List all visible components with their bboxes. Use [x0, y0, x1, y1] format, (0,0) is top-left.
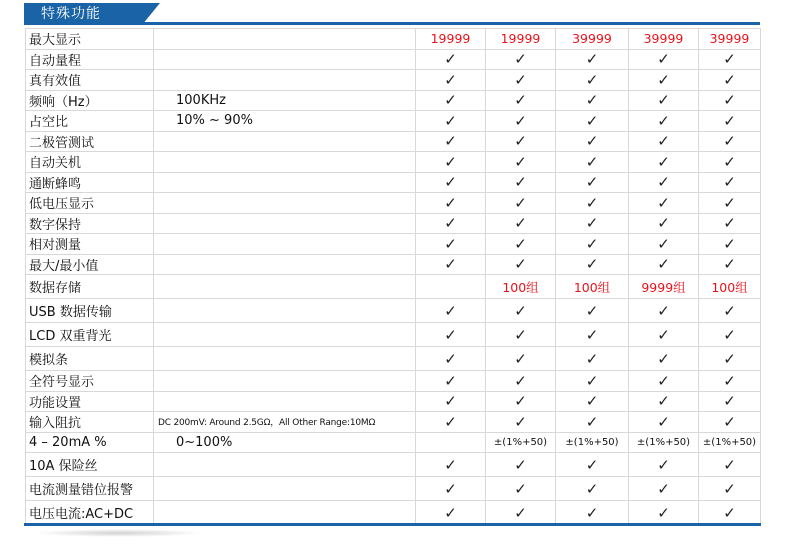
check-icon: ✓ [629, 193, 699, 214]
feature-note [154, 213, 416, 234]
feature-name: 真有效值 [26, 70, 154, 91]
table-row [26, 477, 761, 501]
check-icon: ✓ [486, 299, 556, 323]
feature-name: 数字保持 [26, 213, 154, 234]
check-icon: ✓ [416, 254, 486, 275]
model-value: ±(1%+50) [629, 432, 699, 453]
feature-name: 功能设置 [26, 391, 154, 412]
model-value: 39999 [629, 29, 699, 50]
check-icon: ✓ [629, 477, 699, 501]
check-icon: ✓ [629, 234, 699, 255]
model-value: 39999 [699, 29, 761, 50]
check-icon: ✓ [629, 111, 699, 132]
feature-name: 低电压显示 [26, 193, 154, 214]
check-icon: ✓ [556, 49, 629, 70]
feature-note [154, 299, 416, 323]
section-title-text: 特殊功能 [41, 6, 101, 22]
table-row [26, 152, 761, 173]
feature-name: 频响（Hz） [26, 90, 154, 111]
table-row [26, 172, 761, 193]
model-value: ±(1%+50) [699, 432, 761, 453]
feature-note [154, 391, 416, 412]
check-icon: ✓ [556, 193, 629, 214]
feature-name: 通断蜂鸣 [26, 172, 154, 193]
feature-note [154, 275, 416, 299]
check-icon: ✓ [556, 371, 629, 392]
footer-shadow [34, 529, 204, 537]
check-icon: ✓ [416, 70, 486, 91]
feature-note [154, 254, 416, 275]
check-icon: ✓ [629, 70, 699, 91]
check-icon: ✓ [416, 234, 486, 255]
check-icon: ✓ [699, 90, 761, 111]
check-icon: ✓ [556, 323, 629, 347]
section-title [24, 3, 142, 25]
check-icon: ✓ [416, 391, 486, 412]
check-icon: ✓ [416, 193, 486, 214]
feature-note: 0~100% [154, 432, 416, 453]
model-value: 100组 [699, 275, 761, 299]
feature-note [154, 152, 416, 173]
check-icon: ✓ [416, 49, 486, 70]
feature-name: 模拟条 [26, 347, 154, 371]
check-icon: ✓ [486, 453, 556, 477]
check-icon: ✓ [699, 347, 761, 371]
feature-note [154, 49, 416, 70]
model-value: ±(1%+50) [556, 432, 629, 453]
feature-name: 电流测量错位报警 [26, 477, 154, 501]
table-row [26, 90, 761, 111]
feature-table-body [26, 29, 761, 525]
table-row [26, 412, 761, 433]
check-icon: ✓ [629, 172, 699, 193]
feature-name: 输入阻抗 [26, 412, 154, 433]
feature-name: 电压电流:AC+DC [26, 501, 154, 525]
check-icon: ✓ [629, 90, 699, 111]
check-icon: ✓ [416, 299, 486, 323]
check-icon: ✓ [699, 131, 761, 152]
check-icon: ✓ [629, 131, 699, 152]
feature-name: 相对测量 [26, 234, 154, 255]
table-row [26, 391, 761, 412]
model-value: 19999 [416, 29, 486, 50]
check-icon: ✓ [699, 172, 761, 193]
feature-note [154, 234, 416, 255]
table-row [26, 432, 761, 453]
check-icon: ✓ [699, 323, 761, 347]
check-icon: ✓ [699, 193, 761, 214]
feature-note [154, 453, 416, 477]
check-icon: ✓ [699, 49, 761, 70]
check-icon: ✓ [556, 254, 629, 275]
check-icon: ✓ [556, 412, 629, 433]
check-icon: ✓ [556, 347, 629, 371]
check-icon: ✓ [699, 152, 761, 173]
check-icon: ✓ [416, 347, 486, 371]
check-icon: ✓ [629, 254, 699, 275]
feature-note [154, 193, 416, 214]
check-icon: ✓ [556, 213, 629, 234]
table-row [26, 70, 761, 91]
feature-name: 最大/最小值 [26, 254, 154, 275]
table-row [26, 193, 761, 214]
table-row [26, 501, 761, 525]
footer-rule [24, 523, 761, 526]
feature-name: 全符号显示 [26, 371, 154, 392]
section-header [24, 3, 760, 25]
table-row [26, 29, 761, 50]
table-row [26, 49, 761, 70]
check-icon: ✓ [486, 70, 556, 91]
check-icon: ✓ [699, 213, 761, 234]
feature-name: LCD 双重背光 [26, 323, 154, 347]
feature-note: 100KHz [154, 90, 416, 111]
model-value: 19999 [486, 29, 556, 50]
check-icon: ✓ [629, 371, 699, 392]
check-icon: ✓ [699, 391, 761, 412]
header-tab-notch [142, 3, 160, 25]
check-icon: ✓ [486, 347, 556, 371]
check-icon: ✓ [486, 131, 556, 152]
feature-note [154, 501, 416, 525]
check-icon: ✓ [629, 49, 699, 70]
check-icon: ✓ [629, 391, 699, 412]
check-icon: ✓ [699, 412, 761, 433]
check-icon: ✓ [486, 90, 556, 111]
check-icon: ✓ [486, 254, 556, 275]
check-icon: ✓ [486, 172, 556, 193]
feature-note: DC 200mV: Around 2.5GΩ，All Other Range:10MΩ [154, 412, 416, 433]
check-icon: ✓ [416, 453, 486, 477]
check-icon: ✓ [486, 213, 556, 234]
check-icon: ✓ [629, 323, 699, 347]
check-icon: ✓ [556, 131, 629, 152]
check-icon: ✓ [416, 90, 486, 111]
check-icon: ✓ [699, 501, 761, 525]
check-icon: ✓ [486, 501, 556, 525]
check-icon: ✓ [416, 152, 486, 173]
check-icon: ✓ [556, 152, 629, 173]
check-icon: ✓ [486, 193, 556, 214]
table-row [26, 453, 761, 477]
check-icon: ✓ [699, 254, 761, 275]
check-icon: ✓ [486, 391, 556, 412]
check-icon: ✓ [486, 323, 556, 347]
model-value: 39999 [556, 29, 629, 50]
feature-note [154, 172, 416, 193]
check-icon: ✓ [416, 323, 486, 347]
feature-note [154, 323, 416, 347]
check-icon: ✓ [416, 111, 486, 132]
check-icon: ✓ [416, 477, 486, 501]
table-row [26, 213, 761, 234]
feature-note [154, 371, 416, 392]
model-value: ±(1%+50) [486, 432, 556, 453]
check-icon: ✓ [486, 477, 556, 501]
check-icon: ✓ [556, 391, 629, 412]
table-row [26, 299, 761, 323]
check-icon: ✓ [699, 299, 761, 323]
check-icon: ✓ [699, 234, 761, 255]
check-icon: ✓ [486, 152, 556, 173]
model-value: 9999组 [629, 275, 699, 299]
check-icon: ✓ [416, 172, 486, 193]
check-icon: ✓ [416, 412, 486, 433]
feature-note [154, 131, 416, 152]
table-row [26, 234, 761, 255]
check-icon: ✓ [629, 213, 699, 234]
feature-name: 4 – 20mA % [26, 432, 154, 453]
feature-note [154, 29, 416, 50]
check-icon: ✓ [556, 477, 629, 501]
feature-table [25, 28, 761, 525]
check-icon: ✓ [629, 412, 699, 433]
feature-name: 数据存储 [26, 275, 154, 299]
check-icon: ✓ [486, 234, 556, 255]
feature-name: 最大显示 [26, 29, 154, 50]
feature-note [154, 477, 416, 501]
table-row [26, 323, 761, 347]
check-icon: ✓ [556, 501, 629, 525]
table-row [26, 111, 761, 132]
feature-note [154, 70, 416, 91]
table-row [26, 347, 761, 371]
check-icon: ✓ [556, 299, 629, 323]
check-icon: ✓ [629, 152, 699, 173]
feature-name: 10A 保险丝 [26, 453, 154, 477]
check-icon: ✓ [699, 477, 761, 501]
model-value: 100组 [556, 275, 629, 299]
check-icon: ✓ [699, 453, 761, 477]
check-icon: ✓ [556, 111, 629, 132]
feature-note: 10% ~ 90% [154, 111, 416, 132]
check-icon: ✓ [416, 501, 486, 525]
check-icon: ✓ [486, 111, 556, 132]
check-icon: ✓ [486, 412, 556, 433]
check-icon: ✓ [416, 371, 486, 392]
check-icon: ✓ [629, 453, 699, 477]
check-icon: ✓ [556, 234, 629, 255]
check-icon: ✓ [629, 347, 699, 371]
model-value: 100组 [486, 275, 556, 299]
check-icon: ✓ [699, 111, 761, 132]
check-icon: ✓ [416, 131, 486, 152]
check-icon: ✓ [416, 213, 486, 234]
check-icon: ✓ [629, 299, 699, 323]
model-value [416, 432, 486, 453]
check-icon: ✓ [486, 49, 556, 70]
table-row [26, 275, 761, 299]
table-row [26, 131, 761, 152]
feature-name: 二极管测试 [26, 131, 154, 152]
feature-name: 自动关机 [26, 152, 154, 173]
feature-name: USB 数据传输 [26, 299, 154, 323]
feature-name: 占空比 [26, 111, 154, 132]
model-value [416, 275, 486, 299]
check-icon: ✓ [556, 453, 629, 477]
feature-note [154, 347, 416, 371]
check-icon: ✓ [556, 172, 629, 193]
check-icon: ✓ [556, 70, 629, 91]
check-icon: ✓ [629, 501, 699, 525]
check-icon: ✓ [486, 371, 556, 392]
table-row [26, 371, 761, 392]
check-icon: ✓ [556, 90, 629, 111]
table-row [26, 254, 761, 275]
feature-name: 自动量程 [26, 49, 154, 70]
check-icon: ✓ [699, 70, 761, 91]
check-icon: ✓ [699, 371, 761, 392]
